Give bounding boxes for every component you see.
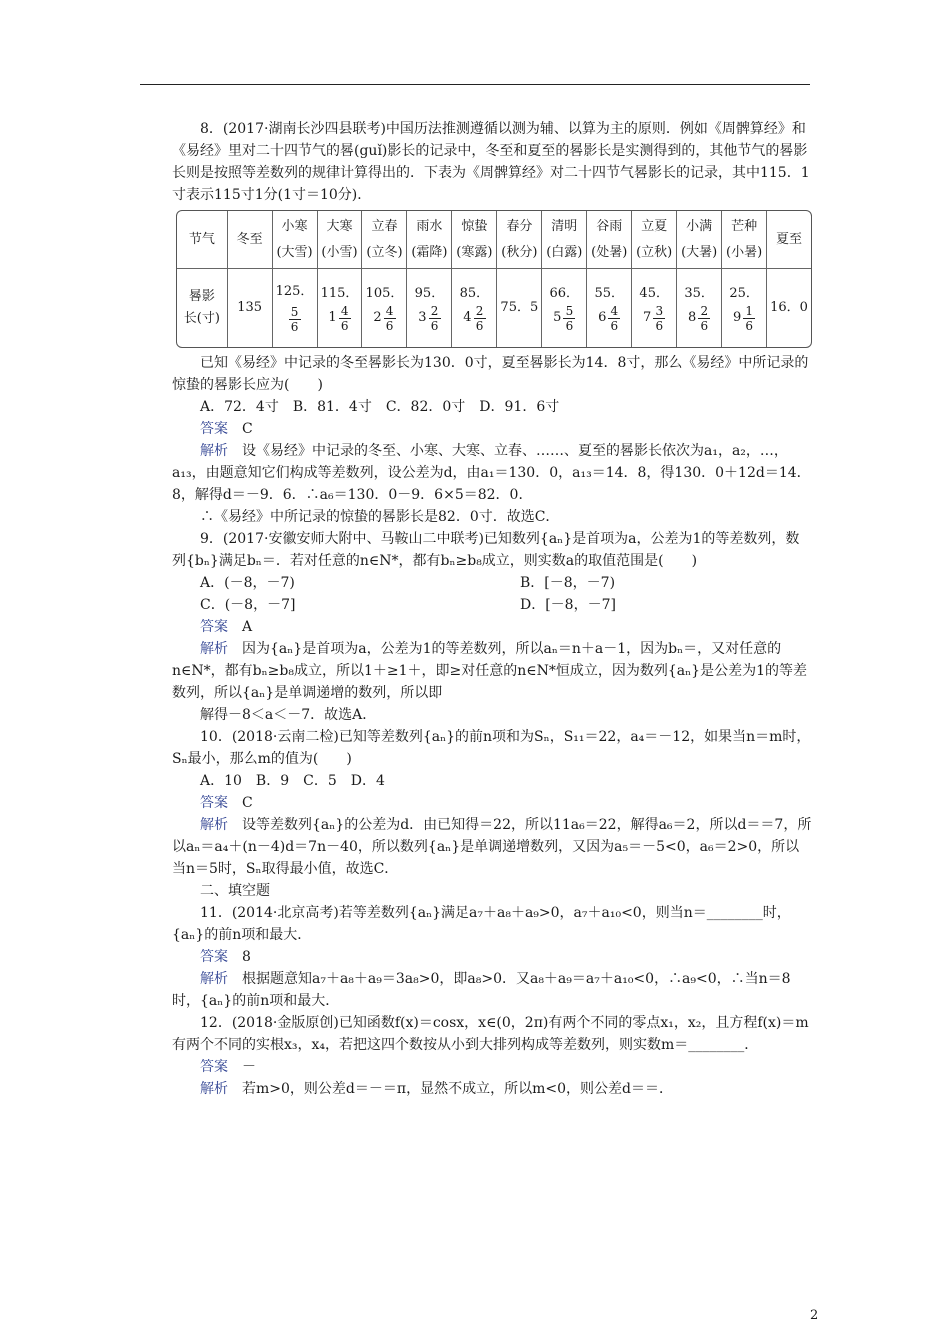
term-name: 芒种 [731,218,758,234]
term-pair-name: (小暑) [726,244,763,260]
fraction-denominator: 6 [475,318,484,333]
analysis-label: 解析 [200,641,228,657]
q9-conclusion: 解得－8＜a＜－7．故选A． [200,707,377,723]
table-cell-length [632,269,677,347]
table-cell-term [722,211,767,269]
answer-label: 答案 [200,421,228,437]
length-fraction [688,304,710,333]
answer-value: － [242,1059,256,1075]
term-name: 谷雨 [596,218,623,234]
length-value: 85． [459,285,490,301]
table-cell-term [318,211,363,269]
table-cell-length [497,269,542,347]
length-value: 45． [639,285,669,301]
length-fraction [289,305,301,334]
length-value: 115． [320,285,359,301]
analysis-text: 若m>0，则公差d＝－＝π，显然不成立，所以m<0，则公差d＝＝． [242,1081,673,1097]
row-label-line1: 晷影 [188,289,215,304]
table-cell-term [632,211,677,269]
table-cell-term [677,211,722,269]
fraction-denominator: 6 [385,318,394,333]
term-pair-name: (立冬) [366,244,403,260]
fraction-whole: 7 [643,310,652,325]
table-cell-term [767,211,811,269]
term-pair-name: (小雪) [321,244,358,260]
section-heading: 二、填空题 [200,883,270,899]
fraction [289,305,301,334]
table-cell-term [273,211,318,269]
analysis-text: 设《易经》中记录的冬至、小寒、大寒、立春、……、夏至的晷影长依次为a₁，a₂，…，a₁₃，由题意知它们构成等差数列，设公差为d，由a₁＝130．0，a₁₃＝14．8，得130．0＋12d＝14．8，解得d＝－9．6．∴a₆＝130．0－9．6×5＝82．0． [172,443,811,503]
q9-analysis [172,638,812,704]
term-name: 春分 [506,218,533,234]
q9-options [172,572,812,616]
fraction [474,304,486,333]
table-cell-term [587,211,632,269]
fraction [384,304,396,333]
length-value: 135 [237,300,263,315]
fraction [743,304,755,333]
fraction-numerator: 2 [430,303,439,318]
q10-answer [172,792,812,814]
term-pair-name: (大雪) [276,244,313,260]
table-cell-length [228,269,273,347]
length-fraction [373,304,395,333]
table-cell-term [362,211,407,269]
fraction-whole: 6 [598,310,607,325]
term-name: 清明 [551,218,578,234]
q10-options: A．10 B．9 C．5 D．4 [200,773,385,789]
table-cell-term [228,211,273,269]
q9-option-b: B．[－8，－7) [520,575,616,591]
length-value: 105． [365,285,404,301]
fraction-whole: 1 [328,310,337,325]
table-cell-length [452,269,497,347]
answer-label: 答案 [200,949,228,965]
term-pair-name: (寒露) [456,244,493,260]
row-label-line2: 长(寸) [183,311,220,326]
length-value: 25． [729,285,759,301]
length-value: 35． [684,285,714,301]
length-value: 95． [414,285,445,301]
q9-option-a: A．(－8，－7) [200,575,295,591]
length-value: 16．0 [770,300,808,315]
q12-answer [172,1056,812,1078]
term-name: 雨水 [416,218,443,234]
length-fraction [643,304,665,333]
length-value: 75．5 [500,300,539,315]
fraction [608,304,620,333]
analysis-label: 解析 [200,971,228,987]
q8-table [176,210,812,348]
analysis-text: 因为{aₙ}是首项为a，公差为1的等差数列，所以aₙ＝n＋a－1，因为bₙ＝，又对任意的n∈N*，都有bₙ≥b₈成立，所以1＋≥1＋，即≥对任意的n∈N*恒成立，因为数列{aₙ}是公差为1的等差数列，所以{aₙ}是单调递增的数列，所以即 [172,641,807,701]
analysis-label: 解析 [200,1081,228,1097]
table-cell-length [677,269,722,347]
q9-option-d: D．[－8，－7] [520,597,616,613]
q8-conclusion: ∴《易经》中所记录的惊蛰的晷影长是82．0寸．故选C． [200,509,560,525]
fraction-whole: 3 [418,310,427,325]
q12-stem: 12．(2018·金版原创)已知函数f(x)＝cosx，x∈(0，2π)有两个不同的零点x₁，x₂，且方程f(x)＝m有两个不同的实根x₃，x₄，若把这四个数按从小到大排列构成等差数列，则实数m＝________． [172,1015,809,1053]
length-fraction [418,304,440,333]
term-name: 小寒 [281,218,308,234]
length-fraction [553,304,575,333]
analysis-text: 设等差数列{aₙ}的公差为d．由已知得＝22，所以11a₆＝22，解得a₆＝2，所以d＝＝7，所以aₙ＝a₄＋(n－4)d＝7n－40，所以数列{aₙ}是单调递增数列，又因为a₅＝－5<0，a₆＝2>0，所以当n＝5时，Sₙ取得最小值，故选C． [172,817,812,877]
answer-label: 答案 [200,619,228,635]
length-fraction [328,304,350,333]
fraction-denominator: 6 [655,318,664,333]
term-name: 惊蛰 [461,218,488,234]
answer-label: 答案 [200,795,228,811]
term-pair-name: (白露) [546,244,583,260]
table-cell-length [407,269,452,347]
fraction [563,304,575,333]
table-row-terms [177,211,811,269]
length-fraction [463,304,485,333]
term-pair-name: (处暑) [591,244,628,260]
fraction-numerator: 2 [475,303,484,318]
answer-label: 答案 [200,1059,228,1075]
table-cell-term [542,211,587,269]
row-label-lengths [177,269,228,347]
q10-stem: 10．(2018·云南二检)已知等差数列{aₙ}的前n项和为Sₙ，S₁₁＝22，a₄＝－12，如果当n＝m时，Sₙ最小，那么m的值为( ) [172,729,811,767]
fraction-numerator: 5 [290,305,299,319]
term-name: 大寒 [326,218,353,234]
table-cell-length [722,269,767,347]
q8-options: A．72．4寸 B．81．4寸 C．82．0寸 D．91．6寸 [200,399,560,415]
fraction [339,304,351,333]
analysis-label: 解析 [200,443,228,459]
q8-stem: 8．(2017·湖南长沙四县联考)中国历法推测遵循以测为辅、以算为主的原则．例如《周髀算经》和《易经》里对二十四节气的晷(guǐ)影长的记录中，冬至和夏至的晷影长是实测得到的，其他节气的晷影长则是按照等差数列的规律计算得出的．下表为《周髀算经》对二十四节气晷影长的记录，其中115．1寸表示115寸1分(1寸＝10分)． [172,121,810,203]
length-fraction [733,304,755,333]
term-name: 夏至 [776,231,803,247]
term-name: 立夏 [641,218,668,234]
answer-value: A [242,619,253,635]
fraction-whole: 9 [732,310,742,325]
table-cell-term [452,211,497,269]
fraction-denominator: 6 [610,318,619,333]
q8-ask: 已知《易经》中记录的冬至晷影长为130．0寸，夏至晷影长为14．8寸，那么《易经》中所记录的惊蛰的晷影长应为( ) [172,355,809,393]
fraction-whole: 2 [373,310,382,325]
header-rule [140,84,810,85]
fraction [429,304,441,333]
q11-stem: 11．(2014·北京高考)若等差数列{aₙ}满足a₇＋a₈＋a₉>0，a₇＋a₁₀<0，则当n＝________时，{aₙ}的前n项和最大． [172,905,791,943]
fraction-denominator: 6 [430,318,439,333]
fraction-whole: 4 [463,310,472,325]
fraction [653,304,665,333]
fraction-denominator: 6 [290,320,299,334]
term-pair-name: (立秋) [636,244,673,260]
fraction-whole: 8 [688,310,697,325]
length-value: 55． [594,285,625,301]
term-pair-name: (秋分) [501,244,538,260]
q12-analysis [172,1078,812,1100]
term-pair-name: (霜降) [411,244,448,260]
fraction-numerator: 5 [565,303,574,318]
answer-value: 8 [242,949,251,965]
table-cell-length [587,269,632,347]
table-cell-length [542,269,587,347]
fraction-numerator: 4 [610,303,619,318]
table-cell-length [273,269,318,347]
table-cell-length [767,269,811,347]
page-body [172,118,812,1100]
q9-option-c: C．(－8，－7] [200,597,296,613]
fraction [698,304,710,333]
q10-analysis [172,814,812,880]
length-value: 125． [275,284,314,299]
q8-answer [172,418,812,440]
fraction-numerator: 4 [385,303,394,318]
q9-stem: 9．(2017·安徽安师大附中、马鞍山二中联考)已知数列{aₙ}是首项为a，公差为1的等差数列，数列{bₙ}满足bₙ＝．若对任意的n∈N*，都有bₙ≥b₈成立，则实数a的取值范围是( ) [172,531,800,569]
term-name: 冬至 [236,231,263,247]
fraction-denominator: 6 [745,318,754,333]
q11-answer [172,946,812,968]
term-name: 小满 [686,218,713,234]
term-pair-name: (大暑) [681,244,718,260]
term-name: 立春 [371,218,398,234]
table-cell-term [497,211,542,269]
analysis-label: 解析 [200,817,228,833]
length-value: 66． [549,285,580,301]
table-cell-length [362,269,407,347]
fraction-numerator: 4 [340,303,349,318]
fraction-denominator: 6 [700,318,709,333]
q11-analysis [172,968,812,1012]
row-label-terms: 节气 [177,211,228,269]
answer-value: C [242,421,253,437]
fraction-denominator: 6 [340,318,349,333]
fraction-numerator: 2 [700,303,709,318]
fraction-denominator: 6 [565,318,574,333]
page-number: 2 [810,1308,819,1323]
table-row-lengths [177,269,811,347]
table-cell-term [407,211,452,269]
q9-answer [172,616,812,638]
fraction-numerator: 1 [745,303,754,318]
q8-analysis [172,440,812,506]
fraction-numerator: 3 [655,303,664,318]
answer-value: C [242,795,253,811]
fraction-whole: 5 [553,310,562,325]
table-cell-length [318,269,363,347]
analysis-text: 根据题意知a₇＋a₈＋a₉＝3a₈>0，即a₈>0．又a₈＋a₉＝a₇＋a₁₀<0，∴a₉<0，∴当n＝8时，{aₙ}的前n项和最大． [172,971,791,1009]
length-fraction [598,304,620,333]
